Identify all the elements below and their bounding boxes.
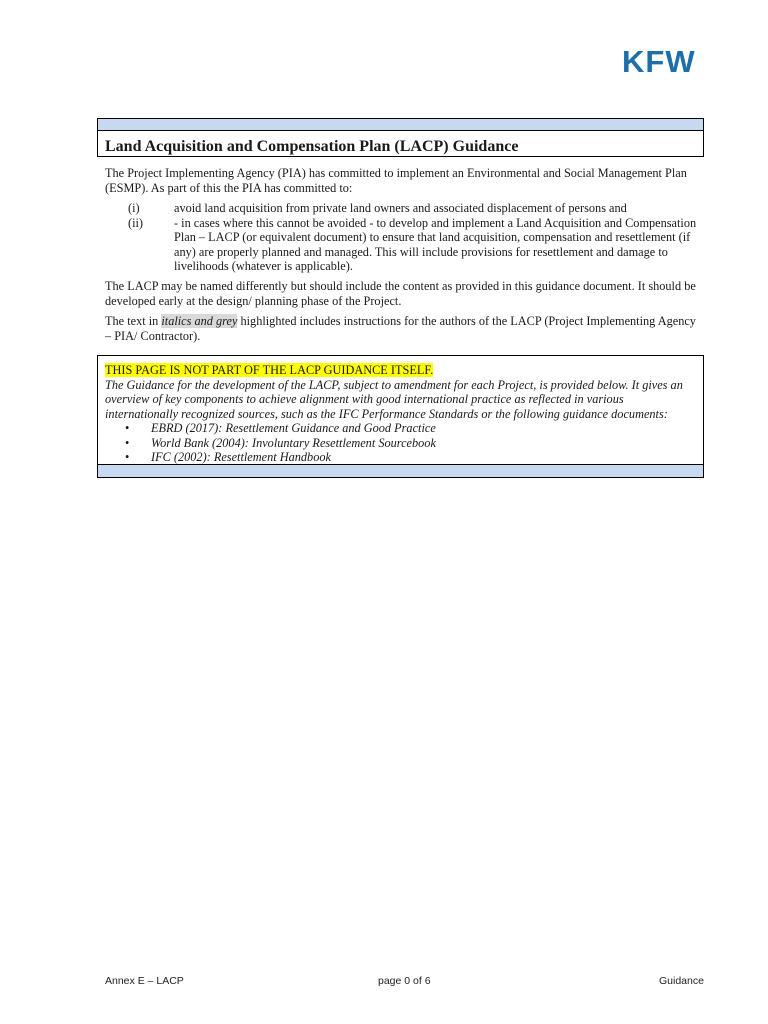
page-title: Land Acquisition and Compensation Plan (LACP) Guidance xyxy=(105,138,519,155)
list-item xyxy=(128,216,705,274)
bullet-icon: • xyxy=(125,450,130,464)
instruction-after: highlighted includes instructions for the authors of the LACP (Project Implementing Agency – PIA/ Contractor). xyxy=(105,314,696,343)
footer-annex: Annex E – LACP xyxy=(105,975,184,987)
reference-item xyxy=(105,450,696,465)
notice-heading-text: THIS PAGE IS NOT PART OF THE LACP GUIDANCE ITSELF. xyxy=(105,363,434,377)
list-item-number: (ii) xyxy=(128,215,144,230)
list-item xyxy=(128,201,705,216)
reference-list xyxy=(105,421,696,465)
kfw-logo: KFW xyxy=(622,44,696,79)
bullet-icon: • xyxy=(125,435,130,450)
instruction-note xyxy=(105,314,705,343)
reference-text: EBRD (2017): Resettlement Guidance and Good Practice xyxy=(151,421,436,435)
notice-body: The Guidance for the development of the LACP, subject to amendment for each Project, is provided below. It gives an overview of key components to achieve alignment with good international practice as reflected in various internationally recognized sources, such as the IFC Performance Standards or the following guidance documents: xyxy=(105,377,683,421)
title-band xyxy=(98,119,703,131)
list-item-text: avoid land acquisition from private land owners and associated displacement of persons and xyxy=(174,201,627,215)
grey-highlight-example: italics and grey xyxy=(161,314,238,328)
reference-text: IFC (2002): Resettlement Handbook xyxy=(151,450,331,464)
list-item-number: (i) xyxy=(128,201,140,215)
footer-page-number: page 0 of 6 xyxy=(378,975,431,987)
notice-heading xyxy=(105,363,696,378)
notice-box xyxy=(97,355,704,478)
reference-item xyxy=(105,436,696,451)
bullet-icon: • xyxy=(125,421,130,435)
reference-item xyxy=(105,421,696,436)
intro-paragraph: The Project Implementing Agency (PIA) has committed to implement an Environmental and Social Management Plan (ESMP). As part of this the PIA has committed to: xyxy=(105,166,687,195)
list-item-text: - in cases where this cannot be avoided - to develop and implement a Land Acquisition and Compensation Plan – LACP (or equivalent document) to ensure that land acquisition, compensation and resettlement (if any) are properly planned and managed. This will include provisions for resettlement and damage to livelihoods (whatever is applicable). xyxy=(174,215,697,273)
commitments-list xyxy=(128,201,705,274)
reference-text: World Bank (2004): Involuntary Resettlement Sourcebook xyxy=(151,435,436,450)
title-box xyxy=(97,118,704,157)
naming-note: The LACP may be named differently but should include the content as provided in this guidance document. It should be developed early at the design/ planning phase of the Project. xyxy=(105,279,696,308)
instruction-before: The text in xyxy=(105,314,162,328)
notice-band xyxy=(98,464,703,477)
footer-section: Guidance xyxy=(659,975,704,987)
